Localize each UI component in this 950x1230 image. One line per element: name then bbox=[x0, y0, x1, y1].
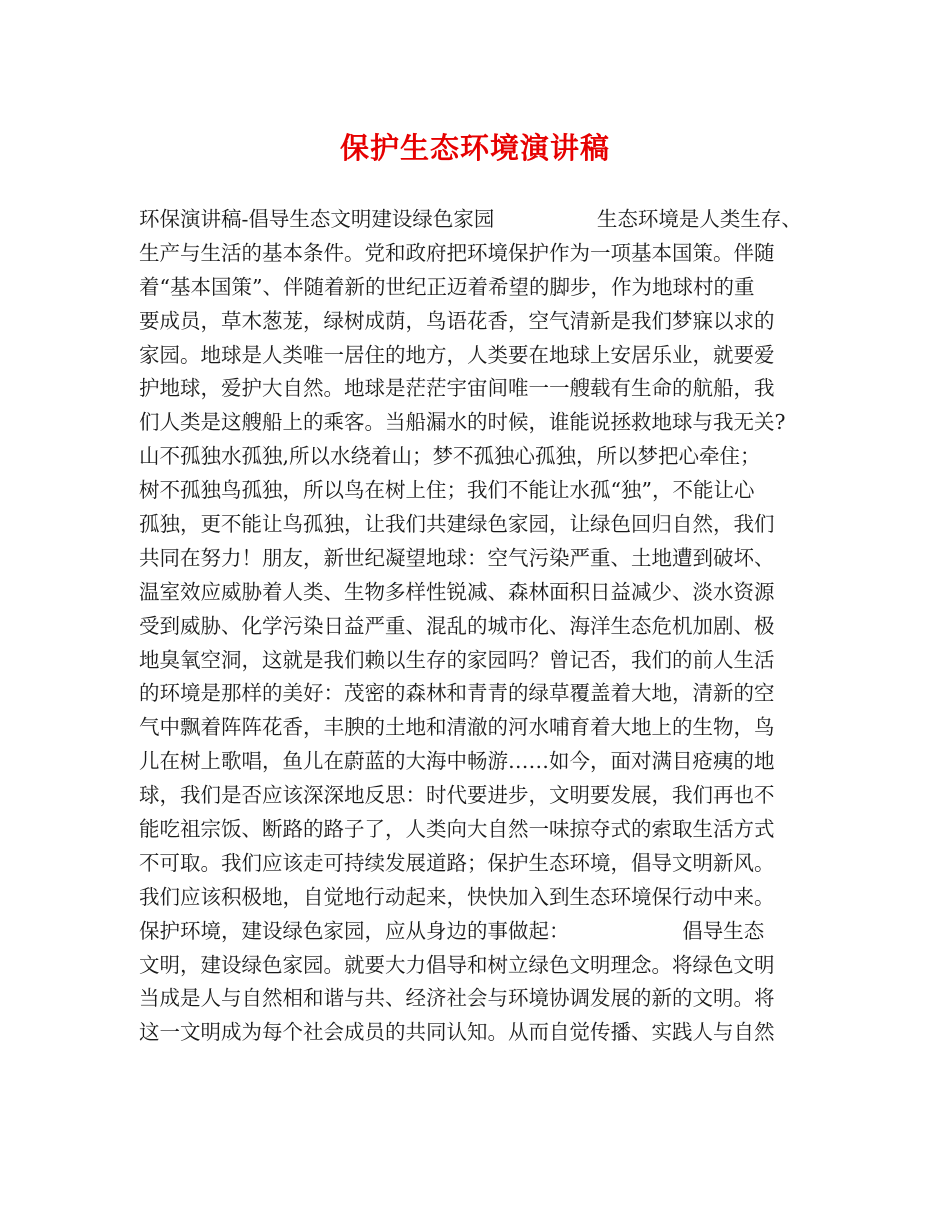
body-line: 环保演讲稿-倡导生态文明建设绿色家园 生态环境是人类生存、 bbox=[139, 207, 802, 231]
body-line: 不可取。我们应该走可持续发展道路；保护生态环境，倡导文明新风。 bbox=[139, 850, 775, 875]
body-line: 护地球，爱护大自然。地球是茫茫宇宙间唯一一艘载有生命的航船，我 bbox=[139, 376, 775, 401]
body-line: 能吃祖宗饭、断路的路子了，人类向大自然一味掠夺式的索取生活方式 bbox=[139, 817, 775, 842]
body-line: 要成员，草木葱茏，绿树成荫，鸟语花香，空气清新是我们梦寐以求的 bbox=[139, 308, 775, 333]
body-line: 的环境是那样的美好：茂密的森林和青青的绿草覆盖着大地，清新的空 bbox=[139, 681, 775, 706]
body-line: 生产与生活的基本条件。党和政府把环境保护作为一项基本国策。伴随 bbox=[139, 240, 775, 265]
body-line: 当成是人与自然相和谐与共、经济社会与环境协调发展的新的文明。将 bbox=[139, 986, 775, 1011]
body-line: 孤独，更不能让鸟孤独，让我们共建绿色家园，让绿色回归自然，我们 bbox=[139, 512, 775, 537]
body-line: 家园。地球是人类唯一居住的地方，人类要在地球上安居乐业，就要爱 bbox=[139, 342, 775, 367]
body-line: 保护环境，建设绿色家园，应从身边的事做起： 倡导生态 bbox=[139, 918, 765, 943]
body-line: 共同在努力！朋友，新世纪凝望地球：空气污染严重、土地遭到破坏、 bbox=[139, 545, 775, 570]
body-line: 这一文明成为每个社会成员的共同认知。从而自觉传播、实践人与自然 bbox=[139, 1020, 775, 1045]
body-line: 气中飘着阵阵花香，丰腴的土地和清澈的河水哺育着大地上的生物，鸟 bbox=[139, 715, 775, 740]
body-line: 受到威胁、化学污染日益严重、混乱的城市化、海洋生态危机加剧、极 bbox=[139, 613, 775, 638]
body-line: 地臭氧空洞，这就是我们赖以生存的家园吗？曾记否，我们的前人生活 bbox=[139, 647, 775, 672]
body-line: 球，我们是否应该深深地反思：时代要进步，文明要发展，我们再也不 bbox=[139, 783, 775, 808]
body-line: 们人类是这艘船上的乘客。当船漏水的时候，谁能说拯救地球与我无关? bbox=[139, 410, 786, 435]
body-line: 温室效应威胁着人类、生物多样性锐减、森林面积日益减少、淡水资源 bbox=[139, 579, 775, 604]
document-body bbox=[139, 203, 819, 1050]
document-title: 保护生态环境演讲稿 bbox=[339, 131, 610, 165]
body-line: 儿在树上歌唱，鱼儿在蔚蓝的大海中畅游……如今，面对满目疮痍的地 bbox=[139, 749, 775, 774]
body-line: 山不孤独水孤独,所以水绕着山；梦不孤独心孤独，所以梦把心牵住； bbox=[139, 444, 761, 469]
body-line: 文明，建设绿色家园。就要大力倡导和树立绿色文明理念。将绿色文明 bbox=[139, 952, 775, 977]
body-line: 我们应该积极地，自觉地行动起来，快快加入到生态环境保行动中来。 bbox=[139, 884, 775, 909]
body-line: 树不孤独鸟孤独，所以鸟在树上住；我们不能让水孤“独”，不能让心 bbox=[139, 478, 755, 503]
body-line: 着“基本国策”、伴随着新的世纪正迈着希望的脚步，作为地球村的重 bbox=[139, 274, 755, 299]
